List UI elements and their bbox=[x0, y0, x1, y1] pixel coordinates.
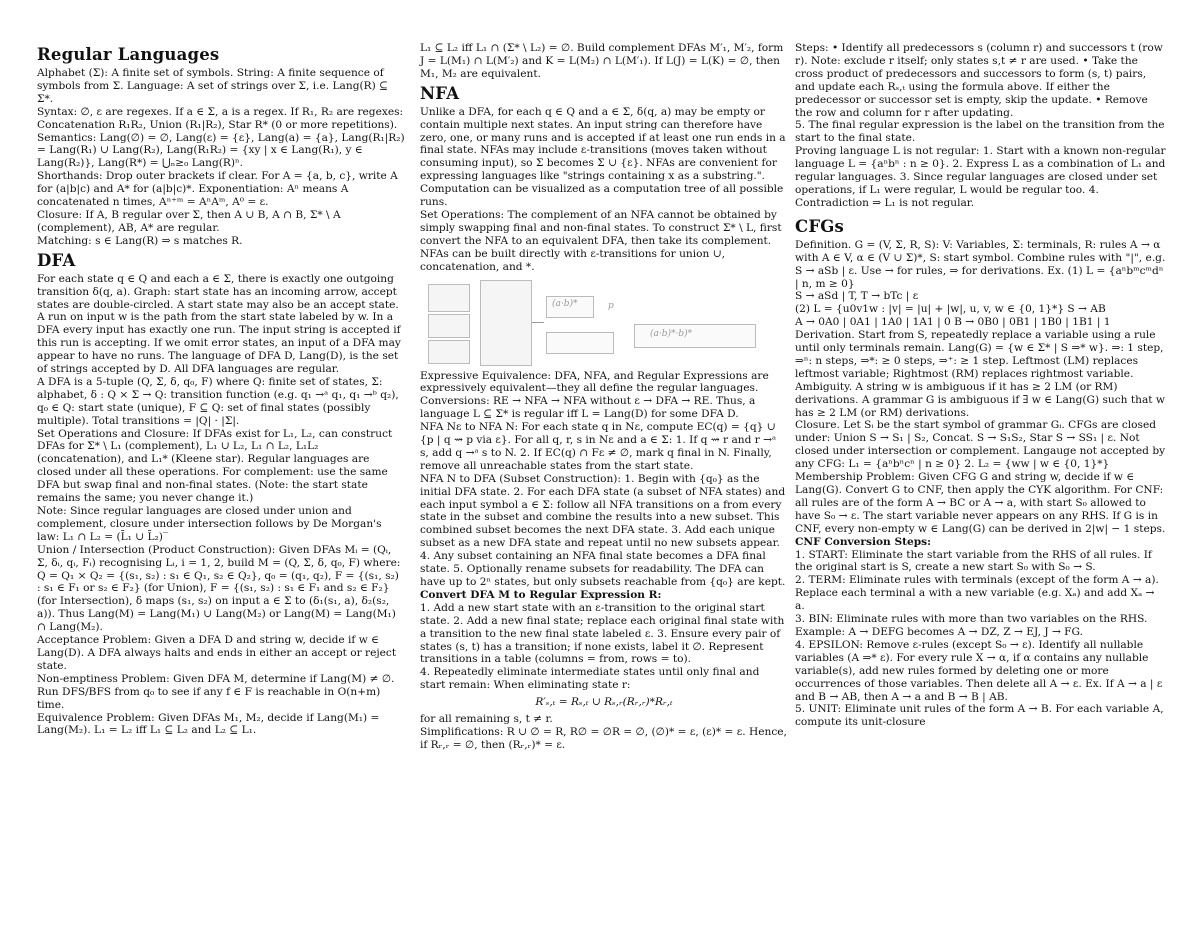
paragraph-dfa-tuple: A DFA is a 5-tuple (Q, Σ, δ, q₀, F) where Q: finite set of states, Σ: alphabet, δ : Q × Σ → Q: transition function (e.g. q₁ →ᵃ q₁, q₁ →ᵇ q₂), q₀ ∈ Q: start state (unique), F ⊆ Q: set of final states (possibly multiple). Total transitions = |Q| · |Σ|. bbox=[37, 375, 399, 427]
figure-state-box-2 bbox=[546, 332, 614, 354]
paragraph-equivalence-problem: Equivalence Problem: Given DFAs M₁, M₂, decide if Lang(M₁) = Lang(M₂). L₁ = L₂ iff L₁ ⊆ L₂ and L₂ ⊆ L₁. bbox=[37, 711, 380, 737]
cfg-example-2: (2) L = {u0v1w : |v| = |u| + |w|, u, v, w ∈ {0, 1}*} S → AB bbox=[795, 303, 1106, 316]
paragraph-epsilon-removal: NFA Nε to NFA N: For each state q in Nε, compute EC(q) = {q} ∪ {p | q ⇝ p via ε}. For all q, r, s in Nε and a ∈ Σ: 1. If q ⇝ r and r →ᵃ s, add q →ᵃ s to N. 2. If EC(q) ∩ Fε ≠ ∅, mark q final in N. Finally, remove all unreachable states from the start state. bbox=[420, 421, 777, 472]
paragraph-nfa-intro: Unlike a DFA, for each q ∈ Q and a ∈ Σ, δ(q, a) may be empty or contain multiple next states. An input string can therefore have zero, one, or many runs and is accepted if at least one run ends in a final state. NFAs may include ε-transitions (moves taken without consuming input), so Σ becomes Σ ∪ {ε}. NFAs are convenient for expressing languages like "strings containing x as a substring.". Computation can be visualized as a computation tree of all possible runs. bbox=[420, 105, 786, 209]
column-3 bbox=[795, 42, 1167, 729]
section-title-regular-languages: Regular Languages bbox=[37, 45, 220, 64]
paragraph-semantics: Semantics: Lang(∅) = ∅, Lang(ε) = {ε}, Lang(a) = {a}, Lang(R₁|R₂) = Lang(R₁) ∪ Lang(R₂), Lang(R₁R₂) = {xy | x ∈ Lang(R₁), y ∈ Lang(R₂)}, Lang(R*) = ⋃ₙ≥₀ Lang(R)ⁿ. bbox=[37, 131, 405, 170]
section-title-dfa: DFA bbox=[37, 250, 76, 270]
column-1 bbox=[37, 42, 405, 737]
paragraph-subset-construction: NFA N to DFA (Subset Construction): 1. Begin with {q₀} as the initial DFA state. 2. For each DFA state (a subset of NFA states) and each input symbol a ∈ Σ: follow all NFA transitions on a from every state in the subset and combine the results into a new subset. This combined subset becomes the next DFA state. 3. Add each unique subset as a new DFA state and repeat until no new subsets appear. 4. Any subset containing an NFA final state becomes a DFA final state. 5. Optionally rename subsets for readability. The DFA can have up to 2ⁿ states, but only subsets reachable from {q₀} are kept. bbox=[420, 472, 786, 588]
paragraph-cfg-closure: Closure. Let Sᵢ be the start symbol of grammar Gᵢ. CFGs are closed under: Union S → S₁ | S₂, Concat. S → S₁S₂, Star S → SS₁ | ε. Not closed under intersection or complement. Langauge not accepted by any CFG: L₁ = {aⁿbⁿcⁿ | n ≥ 0} 2. L₂ = {ww | w ∈ {0, 1}*} bbox=[795, 419, 1166, 471]
paragraph-shorthands: Shorthands: Drop outer brackets if clear. For A = {a, b, c}, write A for (a|b|c) and A* for (a|b|c)*. Exponentiation: Aⁿ means A concatenated n times, Aⁿ⁺ᵐ = AⁿAᵐ, A⁰ = ε. bbox=[37, 170, 398, 209]
paragraph-product-construction: Union / Intersection (Product Construction): Given DFAs Mᵢ = (Qᵢ, Σ, δᵢ, qᵢ, Fᵢ) recognising Lᵢ, i = 1, 2, build M = (Q, Σ, δ, q₀, F) where: Q = Q₁ × Q₂ = {(s₁, s₂) : s₁ ∈ Q₁, s₂ ∈ Q₂}, q₀ = (q₁, q₂), F = {(s₁, s₂) : s₁ ∈ F₁ or s₂ ∈ F₂} (for Union), F = {(s₁, s₂) : s₁ ∈ F₁ and s₂ ∈ F₂} (for Intersection), δ maps (s₁, s₂) on input a ∈ Σ to (δ₁(s₁, a), δ₂(s₂, a)). Thus Lang(M) = Lang(M₁) ∪ Lang(M₂) or Lang(M) = Lang(M₁) ∩ Lang(M₂). bbox=[37, 543, 401, 634]
column-2 bbox=[420, 42, 788, 752]
cnf-step-bin: 3. BIN: Eliminate rules with more than two variables on the RHS. Example: A → DEFG becomes A → DZ, Z → EJ, J → FG. bbox=[795, 613, 1148, 638]
paragraph-alphabet: Alphabet (Σ): A finite set of symbols. String: A finite sequence of symbols from Σ. Language: A set of strings over Σ, i.e. Lang(R) ⊆ Σ*. bbox=[37, 67, 388, 105]
section-title-nfa: NFA bbox=[420, 83, 460, 103]
section-title-cfgs: CFGs bbox=[795, 216, 845, 236]
cfg-example-2-rules: A → 0A0 | 0A1 | 1A0 | 1A1 | 0 B → 0B0 | 0B1 | 1B0 | 1B1 | 1 bbox=[795, 316, 1111, 329]
figure-star-box bbox=[428, 340, 470, 364]
paragraph-remaining-states: for all remaining s, t ≠ r. bbox=[420, 713, 553, 726]
figure-label-p: p bbox=[608, 300, 614, 311]
paragraph-dfa-to-regex-steps: 1. Add a new start state with an ε-transition to the original start state. 2. Add a new final state; replace each original final state with a transition to the new final state labeled ε. 3. Ensure every pair of states (s, t) has a transition; if none exists, label it ∅. Represent transitions in a table (columns = from, rows = to). bbox=[420, 601, 785, 666]
paragraph-expressive-equivalence: Expressive Equivalence: DFA, NFA, and Regular Expressions are expressively equivalent—they all define the regular languages. Conversions: RE → NFA → NFA without ε → DFA → RE. Thus, a language L ⊆ Σ* is regular iff L = Lang(D) for some DFA D. bbox=[420, 369, 769, 421]
cnf-step-unit: 5. UNIT: Eliminate unit rules of the form A → B. For each variable A, compute its unit-closure bbox=[795, 703, 1164, 729]
cnf-step-start: 1. START: Eliminate the start variable from the RHS of all rules. If the original start is S, create a new start S₀ with S₀ → S. bbox=[795, 548, 1152, 574]
paragraph-dfa-set-operations: Set Operations and Closure: If DFAs exist for L₁, L₂, can construct DFAs for Σ* \ L₁ (complement), L₁ ∪ L₂, L₁ ∩ L₂, L₁L₂ (concatenation), and L₁* (Kleene star). Regular languages are closed under all these operations. For complement: use the same DFA but swap final and non-final states. (Note: the start state remains the same; you never change it.) bbox=[37, 427, 393, 505]
paragraph-non-emptiness-problem: Non-emptiness Problem: Given DFA M, determine if Lang(M) ≠ ∅. Run DFS/BFS from q₀ to see if any f ∈ F is reachable in O(n+m) time. bbox=[37, 672, 395, 711]
figure-concat-box bbox=[428, 314, 470, 338]
nfa-construction-figure bbox=[420, 278, 788, 366]
formula-state-elimination: R′ₛ,ₜ = Rₛ,ₜ ∪ Rₛ,ᵣ(Rᵣ,ᵣ)*Rᵣ,ₜ bbox=[535, 696, 673, 709]
heading-dfa-to-regex: Convert DFA M to Regular Expression R: bbox=[420, 588, 662, 601]
paragraph-elimination-steps: Steps: • Identify all predecessors s (column r) and successors t (row r). Note: exclude r itself; only states s,t ≠ r are used. • Take the cross product of predecessors and successors to form (s, t) pairs, and update each Rₛ,ₜ using the formula above. If either the predecessor or successor set is empty, skip the update. • Remove the row and column for r after updating. bbox=[795, 42, 1163, 119]
paragraph-syntax: Syntax: ∅, ε are regexes. If a ∈ Σ, a is a regex. If R₁, R₂ are regexes: Concatenation R₁R₂, Union (R₁|R₂), Star R* (0 or more repetitions). bbox=[37, 105, 404, 131]
heading-cnf-conversion: CNF Conversion Steps: bbox=[795, 535, 932, 548]
figure-label-ab-star-b: (a·b)*·b)* bbox=[650, 328, 693, 339]
paragraph-equivalence-continued: L₁ ⊆ L₂ iff L₁ ∩ (Σ* \ L₂) = ∅. Build complement DFAs M′₁, M′₂, form J = L(M₁) ∩ L(M′₂) and K = L(M₂) ∩ L(M′₁). If L(J) = L(K) = ∅, then M₁, M₂ are equivalent. bbox=[420, 42, 784, 80]
cnf-step-epsilon: 4. EPSILON: Remove ε-rules (except S₀ → ε). Identify all nullable variables (A ⇒* ε). For every rule X → α, if α contains any nullable variable(s), add new rules formed by deleting one or more occurrences of those variables. Then delete all A → ε. Ex. If A → a | ε and B → AB, then A → a and B → B | AB. bbox=[795, 638, 1163, 703]
paragraph-cfg-definition: Definition. G = (V, Σ, R, S): V: Variables, Σ: terminals, R: rules A → α with A ∈ V, α ∈ (V ∪ Σ)*, S: start symbol. Combine rules with "|", e.g. S → aSb | ε. Use → for rules, ⇒ for derivations. Ex. (1) L = {aⁿbᵐcᵐdⁿ | n, m ≥ 0} bbox=[795, 238, 1166, 290]
paragraph-dfa-de-morgan: Note: Since regular languages are closed under union and complement, closure under intersection follows by De Morgan's law: L₁ ∩ L₂ = (L̄₁ ∪ L̄₂)‾ bbox=[37, 505, 382, 543]
paragraph-matching: Matching: s ∈ Lang(R) ⇒ s matches R. bbox=[37, 234, 243, 247]
paragraph-nfa-set-operations: Set Operations: The complement of an NFA cannot be obtained by simply swapping final and non-final states. To construct Σ* \ L, first convert the NFA to an equivalent DFA, then take its complement. NFAs can be built directly with ε-transitions for union ∪, concatenation, and *. bbox=[420, 208, 782, 273]
paragraph-simplifications: Simplifications: R ∪ ∅ = R, R∅ = ∅R = ∅, (∅)* = ε, (ε)* = ε. Hence, if Rᵣ,ᵣ = ∅, then (Rᵣ,ᵣ)* = ε. bbox=[420, 725, 787, 751]
paragraph-closure: Closure: If A, B regular over Σ, then A ∪ B, A ∩ B, Σ* \ A (complement), AB, A* are regular. bbox=[37, 208, 341, 234]
paragraph-eliminate-states: 4. Repeatedly eliminate intermediate states until only final and start remain: When eliminating state r: bbox=[420, 666, 760, 692]
figure-union-box bbox=[428, 284, 470, 312]
paragraph-dfa-intro: For each state q ∈ Q and each a ∈ Σ, there is exactly one outgoing transition δ(q, a). Graph: start state has an incoming arrow, accept states are double-circled. A start state may also be an accept state. A run on input w is the path from the start state labeled by w. In a DFA every input has exactly one run. The input string is accepted if this run is accepting. If we omit error states, an input of a DFA may appear to have no runs. The language of DFA D, Lang(D), is the set of strings accepted by D. All DFA languages are regular. bbox=[37, 272, 401, 376]
paragraph-derivation: Derivation. Start from S, repeatedly replace a variable using a rule until only terminals remain. Lang(G) = {w ∈ Σ* | S ⇒* w}. ⇒: 1 step, ⇒ⁿ: n steps, ⇒*: ≥ 0 steps, ⇒⁺: ≥ 1 step. Leftmost (LM) replaces leftmost variable; Rightmost (RM) replaces rightmost variable. bbox=[795, 329, 1164, 380]
cnf-step-term: 2. TERM: Eliminate rules with terminals (except of the form A → a). Replace each terminal a with a new variable (e.g. Xₐ) and add Xₐ → a. bbox=[795, 574, 1159, 613]
paragraph-ambiguity: Ambiguity. A string w is ambiguous if it has ≥ 2 LM (or RM) derivations. A grammar G is ambiguous if ∃ w ∈ Lang(G) such that w has ≥ 2 LM (or RM) derivations. bbox=[795, 380, 1165, 419]
paragraph-membership-problem: Membership Problem: Given CFG G and string w, decide if w ∈ Lang(G). Convert G to CNF, then apply the CYK algorithm. For CNF: all rules are of the form A → BC or A → a, with start S₀ allowed to have S₀ → ε. The start variable never appears on any RHS. If G is in CNF, every non-empty w ∈ Lang(G) can be derived in 2|w| − 1 steps. bbox=[795, 471, 1166, 535]
cfg-example-1-rules: S → aSd | T, T → bTc | ε bbox=[795, 290, 919, 303]
paragraph-final-regex: 5. The final regular expression is the label on the transition from the start to the final state. bbox=[795, 119, 1165, 145]
figure-label-ab-star: (a·b)* bbox=[552, 298, 578, 309]
paragraph-not-regular-proof: Proving language L is not regular: 1. Start with a known non-regular language L = {aⁿbⁿ : n ≥ 0}. 2. Express L as a combination of L₁ and regular languages. 3. Since regular languages are closed under set operations, if L₁ were regular, L would be regular too. 4. Contradiction ⇒ L₁ is not regular. bbox=[795, 145, 1166, 209]
paragraph-acceptance-problem: Acceptance Problem: Given a DFA D and string w, decide if w ∈ Lang(D). A DFA always halts and ends in either an accept or reject state. bbox=[37, 634, 397, 672]
figure-arrow bbox=[532, 322, 544, 323]
figure-construction-box bbox=[480, 280, 532, 366]
